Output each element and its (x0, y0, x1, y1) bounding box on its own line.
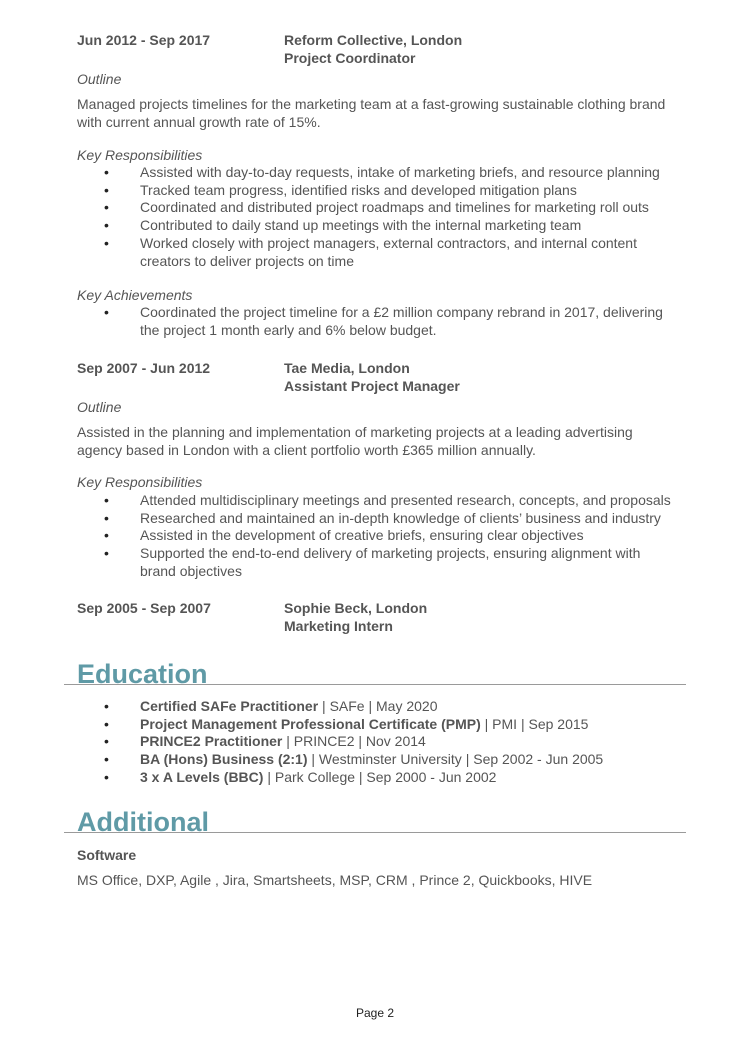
list-item: • Assisted in the development of creative briefs, ensuring clear objectives (104, 527, 584, 544)
list-item: • Coordinated the project timeline for a £2 million company rebrand in 2017, delivering the project 1 month early and 6% below budget. (104, 304, 663, 338)
qualification-name: Project Management Professional Certificate (PMP) (140, 715, 481, 732)
list-item: • Researched and maintained an in-depth knowledge of clients’ business and industry (104, 509, 661, 526)
qualification-detail: | SAFe | May 2020 (318, 698, 438, 714)
bullet-icon: • (104, 545, 109, 562)
outline-label: Outline (77, 399, 122, 415)
bullet-icon: • (104, 509, 109, 526)
qualification-name: 3 x A Levels (BBC) (140, 768, 264, 785)
responsibilities-label: Key Responsibilities (77, 147, 203, 163)
bullet-icon: • (104, 527, 109, 544)
bullet-icon: • (104, 715, 109, 732)
bullet-icon: • (104, 217, 109, 234)
list-item (77, 716, 677, 734)
list-item: • Contributed to daily stand up meetings with the internal marketing team (104, 217, 582, 234)
list-item: • Assisted with day-to-day requests, intake of marketing briefs, and resource planning (104, 164, 660, 180)
job-organization: Tae Media, London (284, 360, 410, 376)
bullet-icon: • (104, 698, 109, 714)
list-item (77, 769, 677, 787)
list-item: • Worked closely with project managers, external contractors, and internal content creators to deliver projects on time (104, 234, 637, 269)
qualification-name: Certified SAFe Practitioner (140, 698, 319, 714)
qualification-name: PRINCE2 Practitioner (140, 733, 283, 750)
qualification-detail: | PRINCE2 | Nov 2014 (282, 733, 426, 750)
bullet-icon: • (104, 181, 109, 198)
job-title: Project Coordinator (284, 50, 416, 66)
bullet-icon: • (104, 164, 109, 180)
job-organization: Sophie Beck, London (284, 600, 428, 616)
software-list: MS Office, DXP, Agile , Jira, Smartsheets, MSP, CRM , Prince 2, Quickbooks, HIVE (77, 872, 593, 888)
bullet-icon: • (104, 304, 109, 320)
qualification-detail: | PMI | Sep 2015 (480, 715, 589, 732)
page-number: Page 2 (355, 1006, 395, 1020)
bullet-icon: • (104, 751, 109, 768)
bullet-icon: • (104, 492, 109, 508)
job-title: Assistant Project Manager (284, 378, 460, 394)
list-item (77, 698, 677, 716)
responsibilities-list (77, 492, 677, 581)
qualification-name: BA (Hons) Business (2:1) (140, 751, 308, 768)
job-outline: Assisted in the planning and implementation of marketing projects at a leading advertising agency based in London with a client portfolio worth £365 million annually. (77, 424, 633, 458)
bullet-icon: • (104, 768, 109, 785)
job-title: Marketing Intern (284, 618, 393, 634)
responsibilities-list (77, 164, 677, 270)
job-dates: Jun 2012 - Sep 2017 (77, 32, 211, 48)
job-outline: Managed projects timelines for the marketing team at a fast-growing sustainable clothing brand with current annual growth rate of 15%. (77, 96, 666, 130)
section-divider (64, 684, 686, 685)
job-dates: Sep 2007 - Jun 2012 (77, 360, 211, 376)
job-organization: Reform Collective, London (284, 32, 463, 48)
qualification-detail: | Park College | Sep 2000 - Jun 2002 (263, 768, 497, 785)
education-list (77, 698, 677, 787)
list-item: • Attended multidisciplinary meetings and presented research, concepts, and proposals (104, 492, 671, 508)
bullet-icon: • (104, 234, 109, 251)
software-label: Software (77, 847, 137, 863)
outline-label: Outline (77, 71, 122, 87)
list-item (77, 751, 677, 769)
list-item: • Coordinated and distributed project roadmaps and timelines for marketing roll outs (104, 199, 649, 216)
achievements-list (77, 304, 677, 339)
section-divider (64, 832, 686, 833)
additional-heading: Additional (77, 807, 209, 837)
list-item: • Tracked team progress, identified risks and developed mitigation plans (104, 181, 577, 198)
achievements-label: Key Achievements (77, 287, 193, 303)
education-heading: Education (77, 659, 208, 689)
bullet-icon: • (104, 199, 109, 216)
list-item (77, 733, 677, 751)
job-dates: Sep 2005 - Sep 2007 (77, 600, 211, 616)
list-item: • Supported the end-to-end delivery of marketing projects, ensuring alignment with brand objectives (104, 545, 641, 579)
responsibilities-label: Key Responsibilities (77, 474, 203, 490)
bullet-icon: • (104, 733, 109, 750)
qualification-detail: | Westminster University | Sep 2002 - Jun 2005 (307, 751, 604, 768)
